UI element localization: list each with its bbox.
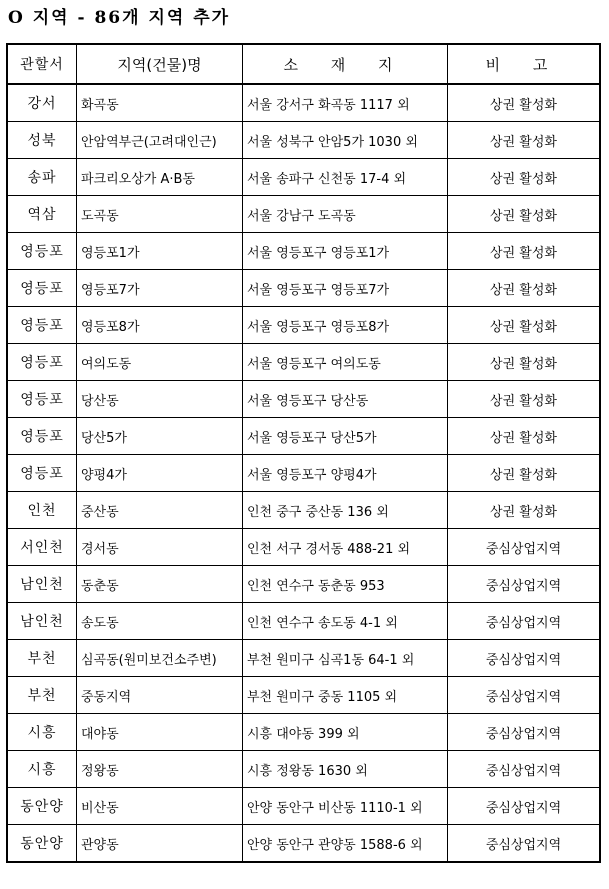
cell-note: 중심상업지역 bbox=[448, 529, 601, 566]
table-row bbox=[7, 677, 600, 714]
cell-note: 중심상업지역 bbox=[448, 677, 601, 714]
cell-location: 인천 연수구 송도동 4-1 외 bbox=[243, 603, 448, 640]
header-note: 비 고 bbox=[448, 44, 601, 84]
cell-office: 인천 bbox=[7, 492, 77, 529]
cell-office: 남인천 bbox=[7, 603, 77, 640]
region-table bbox=[6, 43, 601, 863]
cell-note: 상권 활성화 bbox=[448, 84, 601, 122]
table-row bbox=[7, 825, 600, 863]
cell-note: 상권 활성화 bbox=[448, 307, 601, 344]
cell-location: 서울 영등포구 당산5가 bbox=[243, 418, 448, 455]
cell-location: 서울 영등포구 양평4가 bbox=[243, 455, 448, 492]
cell-region-name: 심곡동(원미보건소주변) bbox=[77, 640, 243, 677]
cell-location: 인천 연수구 동춘동 953 bbox=[243, 566, 448, 603]
table-row bbox=[7, 529, 600, 566]
cell-location: 인천 중구 중산동 136 외 bbox=[243, 492, 448, 529]
cell-location: 시흥 대야동 399 외 bbox=[243, 714, 448, 751]
cell-office: 시흥 bbox=[7, 751, 77, 788]
table-row bbox=[7, 196, 600, 233]
cell-note: 중심상업지역 bbox=[448, 566, 601, 603]
table-row bbox=[7, 159, 600, 196]
cell-office: 서인천 bbox=[7, 529, 77, 566]
cell-region-name: 비산동 bbox=[77, 788, 243, 825]
cell-location: 서울 강서구 화곡동 1117 외 bbox=[243, 84, 448, 122]
cell-note: 중심상업지역 bbox=[448, 751, 601, 788]
page-heading: O 지역 - 86개 지역 추가 bbox=[8, 8, 231, 28]
cell-location: 서울 성북구 안암5가 1030 외 bbox=[243, 122, 448, 159]
cell-office: 영등포 bbox=[7, 270, 77, 307]
cell-location: 인천 서구 경서동 488-21 외 bbox=[243, 529, 448, 566]
cell-region-name: 당산5가 bbox=[77, 418, 243, 455]
table-row bbox=[7, 84, 600, 122]
cell-location: 부천 원미구 심곡1동 64-1 외 bbox=[243, 640, 448, 677]
cell-region-name: 영등포8가 bbox=[77, 307, 243, 344]
table-row bbox=[7, 270, 600, 307]
cell-location: 서울 영등포구 여의도동 bbox=[243, 344, 448, 381]
cell-note: 상권 활성화 bbox=[448, 418, 601, 455]
cell-office: 부천 bbox=[7, 640, 77, 677]
cell-office: 동안양 bbox=[7, 788, 77, 825]
cell-note: 상권 활성화 bbox=[448, 122, 601, 159]
cell-office: 영등포 bbox=[7, 307, 77, 344]
cell-region-name: 동춘동 bbox=[77, 566, 243, 603]
cell-region-name: 송도동 bbox=[77, 603, 243, 640]
cell-region-name: 관양동 bbox=[77, 825, 243, 863]
cell-region-name: 영등포1가 bbox=[77, 233, 243, 270]
cell-note: 상권 활성화 bbox=[448, 381, 601, 418]
cell-region-name: 안암역부근(고려대인근) bbox=[77, 122, 243, 159]
cell-region-name: 중동지역 bbox=[77, 677, 243, 714]
table-row bbox=[7, 233, 600, 270]
cell-note: 상권 활성화 bbox=[448, 344, 601, 381]
cell-location: 부천 원미구 중동 1105 외 bbox=[243, 677, 448, 714]
cell-note: 상권 활성화 bbox=[448, 159, 601, 196]
cell-region-name: 경서동 bbox=[77, 529, 243, 566]
cell-region-name: 대야동 bbox=[77, 714, 243, 751]
cell-location: 서울 영등포구 영등포1가 bbox=[243, 233, 448, 270]
table-row bbox=[7, 344, 600, 381]
table-body bbox=[7, 84, 600, 862]
cell-office: 영등포 bbox=[7, 344, 77, 381]
cell-location: 서울 송파구 신천동 17-4 외 bbox=[243, 159, 448, 196]
cell-office: 역삼 bbox=[7, 196, 77, 233]
cell-note: 상권 활성화 bbox=[448, 196, 601, 233]
cell-office: 동안양 bbox=[7, 825, 77, 863]
header-location: 소 재 지 bbox=[243, 44, 448, 84]
cell-note: 상권 활성화 bbox=[448, 455, 601, 492]
cell-note: 상권 활성화 bbox=[448, 492, 601, 529]
table-row bbox=[7, 381, 600, 418]
table-row bbox=[7, 640, 600, 677]
cell-office: 부천 bbox=[7, 677, 77, 714]
cell-region-name: 도곡동 bbox=[77, 196, 243, 233]
cell-location: 안양 동안구 비산동 1110-1 외 bbox=[243, 788, 448, 825]
table-row bbox=[7, 492, 600, 529]
table-header-row bbox=[7, 44, 600, 84]
cell-region-name: 파크리오상가 A·B동 bbox=[77, 159, 243, 196]
cell-region-name: 정왕동 bbox=[77, 751, 243, 788]
cell-note: 상권 활성화 bbox=[448, 233, 601, 270]
cell-region-name: 당산동 bbox=[77, 381, 243, 418]
cell-region-name: 영등포7가 bbox=[77, 270, 243, 307]
table-row bbox=[7, 122, 600, 159]
table-row bbox=[7, 714, 600, 751]
cell-location: 서울 영등포구 영등포8가 bbox=[243, 307, 448, 344]
cell-location: 서울 영등포구 당산동 bbox=[243, 381, 448, 418]
table-row bbox=[7, 751, 600, 788]
cell-note: 중심상업지역 bbox=[448, 825, 601, 863]
cell-office: 성북 bbox=[7, 122, 77, 159]
table-row bbox=[7, 455, 600, 492]
cell-office: 강서 bbox=[7, 84, 77, 122]
cell-office: 영등포 bbox=[7, 418, 77, 455]
cell-office: 송파 bbox=[7, 159, 77, 196]
cell-office: 남인천 bbox=[7, 566, 77, 603]
table-row bbox=[7, 603, 600, 640]
table-row bbox=[7, 307, 600, 344]
table-row bbox=[7, 788, 600, 825]
cell-region-name: 여의도동 bbox=[77, 344, 243, 381]
header-office: 관할서 bbox=[7, 44, 77, 84]
cell-note: 상권 활성화 bbox=[448, 270, 601, 307]
table-row bbox=[7, 566, 600, 603]
cell-note: 중심상업지역 bbox=[448, 714, 601, 751]
cell-region-name: 양평4가 bbox=[77, 455, 243, 492]
header-region-name: 지역(건물)명 bbox=[77, 44, 243, 84]
cell-office: 영등포 bbox=[7, 233, 77, 270]
cell-region-name: 화곡동 bbox=[77, 84, 243, 122]
cell-note: 중심상업지역 bbox=[448, 788, 601, 825]
cell-location: 서울 강남구 도곡동 bbox=[243, 196, 448, 233]
cell-note: 중심상업지역 bbox=[448, 640, 601, 677]
cell-office: 영등포 bbox=[7, 381, 77, 418]
cell-region-name: 중산동 bbox=[77, 492, 243, 529]
cell-office: 영등포 bbox=[7, 455, 77, 492]
cell-office: 시흥 bbox=[7, 714, 77, 751]
table-row bbox=[7, 418, 600, 455]
cell-location: 서울 영등포구 영등포7가 bbox=[243, 270, 448, 307]
cell-note: 중심상업지역 bbox=[448, 603, 601, 640]
cell-location: 안양 동안구 관양동 1588-6 외 bbox=[243, 825, 448, 863]
cell-location: 시흥 정왕동 1630 외 bbox=[243, 751, 448, 788]
